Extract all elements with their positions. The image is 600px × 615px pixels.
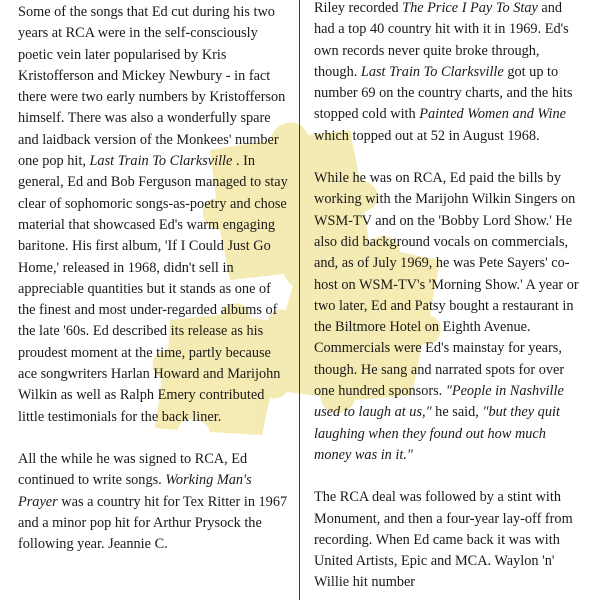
song-title: Last Train To Clarksville — [360, 63, 504, 80]
text-run: which topped out at 52 in August 1968. — [314, 127, 540, 144]
text-run: While he was on RCA, Ed paid the bills by working with the Marijohn Wilkin Singers on WSM-TV and on the 'Bobby Lord Show.' He also did background vocals on commercials, and, as of July 1969, he was Pete Sayers' co-host on WSM-TV's 'Morning Show.' A year or two later, Ed and Patsy bought a restaurant in the Biltmore Hotel on Eighth Avenue. Commercials were Ed's mainstay for years, though. He sang and narrated spots for over one hundred sponsors. — [314, 170, 579, 400]
text-run: and had a top 40 country hit with it in 1969. Ed's own records never quite broke through, though. — [314, 0, 569, 80]
right-paragraph-1 — [314, 0, 586, 147]
song-title: Working Man's Prayer — [18, 472, 252, 510]
right-paragraph-3 — [314, 487, 586, 593]
text-run: The RCA deal was followed by a stint with Monument, and then a four-year lay-off from recording. When Ed came back it was with United Artists, Epic and MCA. Waylon 'n' Willie hit number — [314, 489, 573, 591]
quote: "but they quit laughing when they found out how much money was in it." — [314, 404, 560, 463]
text-run: Some of the songs that Ed cut during his two years at RCA were in the self-consciously poetic vein later popularised by Kris Kristofferson and Mickey Newbury - in fact there were two early numbers by Kristofferson himself. There was also a wonderfully spare and laidback version of the Monkees' number one pop hit, — [18, 4, 286, 170]
quote: "People in Nashville used to laugh at us," — [314, 383, 564, 421]
text-run: Riley recorded — [314, 0, 403, 16]
song-title: The Price I Pay To Stay — [402, 0, 538, 16]
left-column — [18, 2, 290, 576]
right-column — [314, 0, 586, 615]
left-paragraph-1 — [18, 2, 290, 428]
text-run: was a country hit for Tex Ritter in 1967 and a minor pop hit for Arthur Prysock the following year. Jeannie C. — [18, 493, 288, 553]
column-divider — [299, 0, 300, 600]
song-title: Painted Women and Wine — [419, 106, 567, 123]
text-run: got up to number 69 on the country charts, and the hits stopped cold with — [314, 63, 573, 123]
text-run: All the while he was signed to RCA, Ed continued to write songs. — [18, 450, 248, 489]
text-run: he said, — [431, 404, 483, 421]
right-paragraph-2 — [314, 168, 586, 466]
left-paragraph-2 — [18, 449, 290, 555]
song-title: Last Train To Clarksville — [89, 153, 233, 170]
text-run: . In general, Ed and Bob Ferguson managed to stay clear of sophomoric songs-as-poetry and chose material that showcased Ed's warm engaging baritone. His first album, 'If I Could Just Go Home,' released in 1968, didn't sell in appreciable quantities but it stands as one of the finest and most under-regarded albums of the late '60s. Ed described its release as his proudest moment at the time, partly because ace songwriters Harlan Howard and Marijohn Wilkin as well as Ralph Emery contributed little testimonials for the back liner. — [18, 153, 288, 425]
